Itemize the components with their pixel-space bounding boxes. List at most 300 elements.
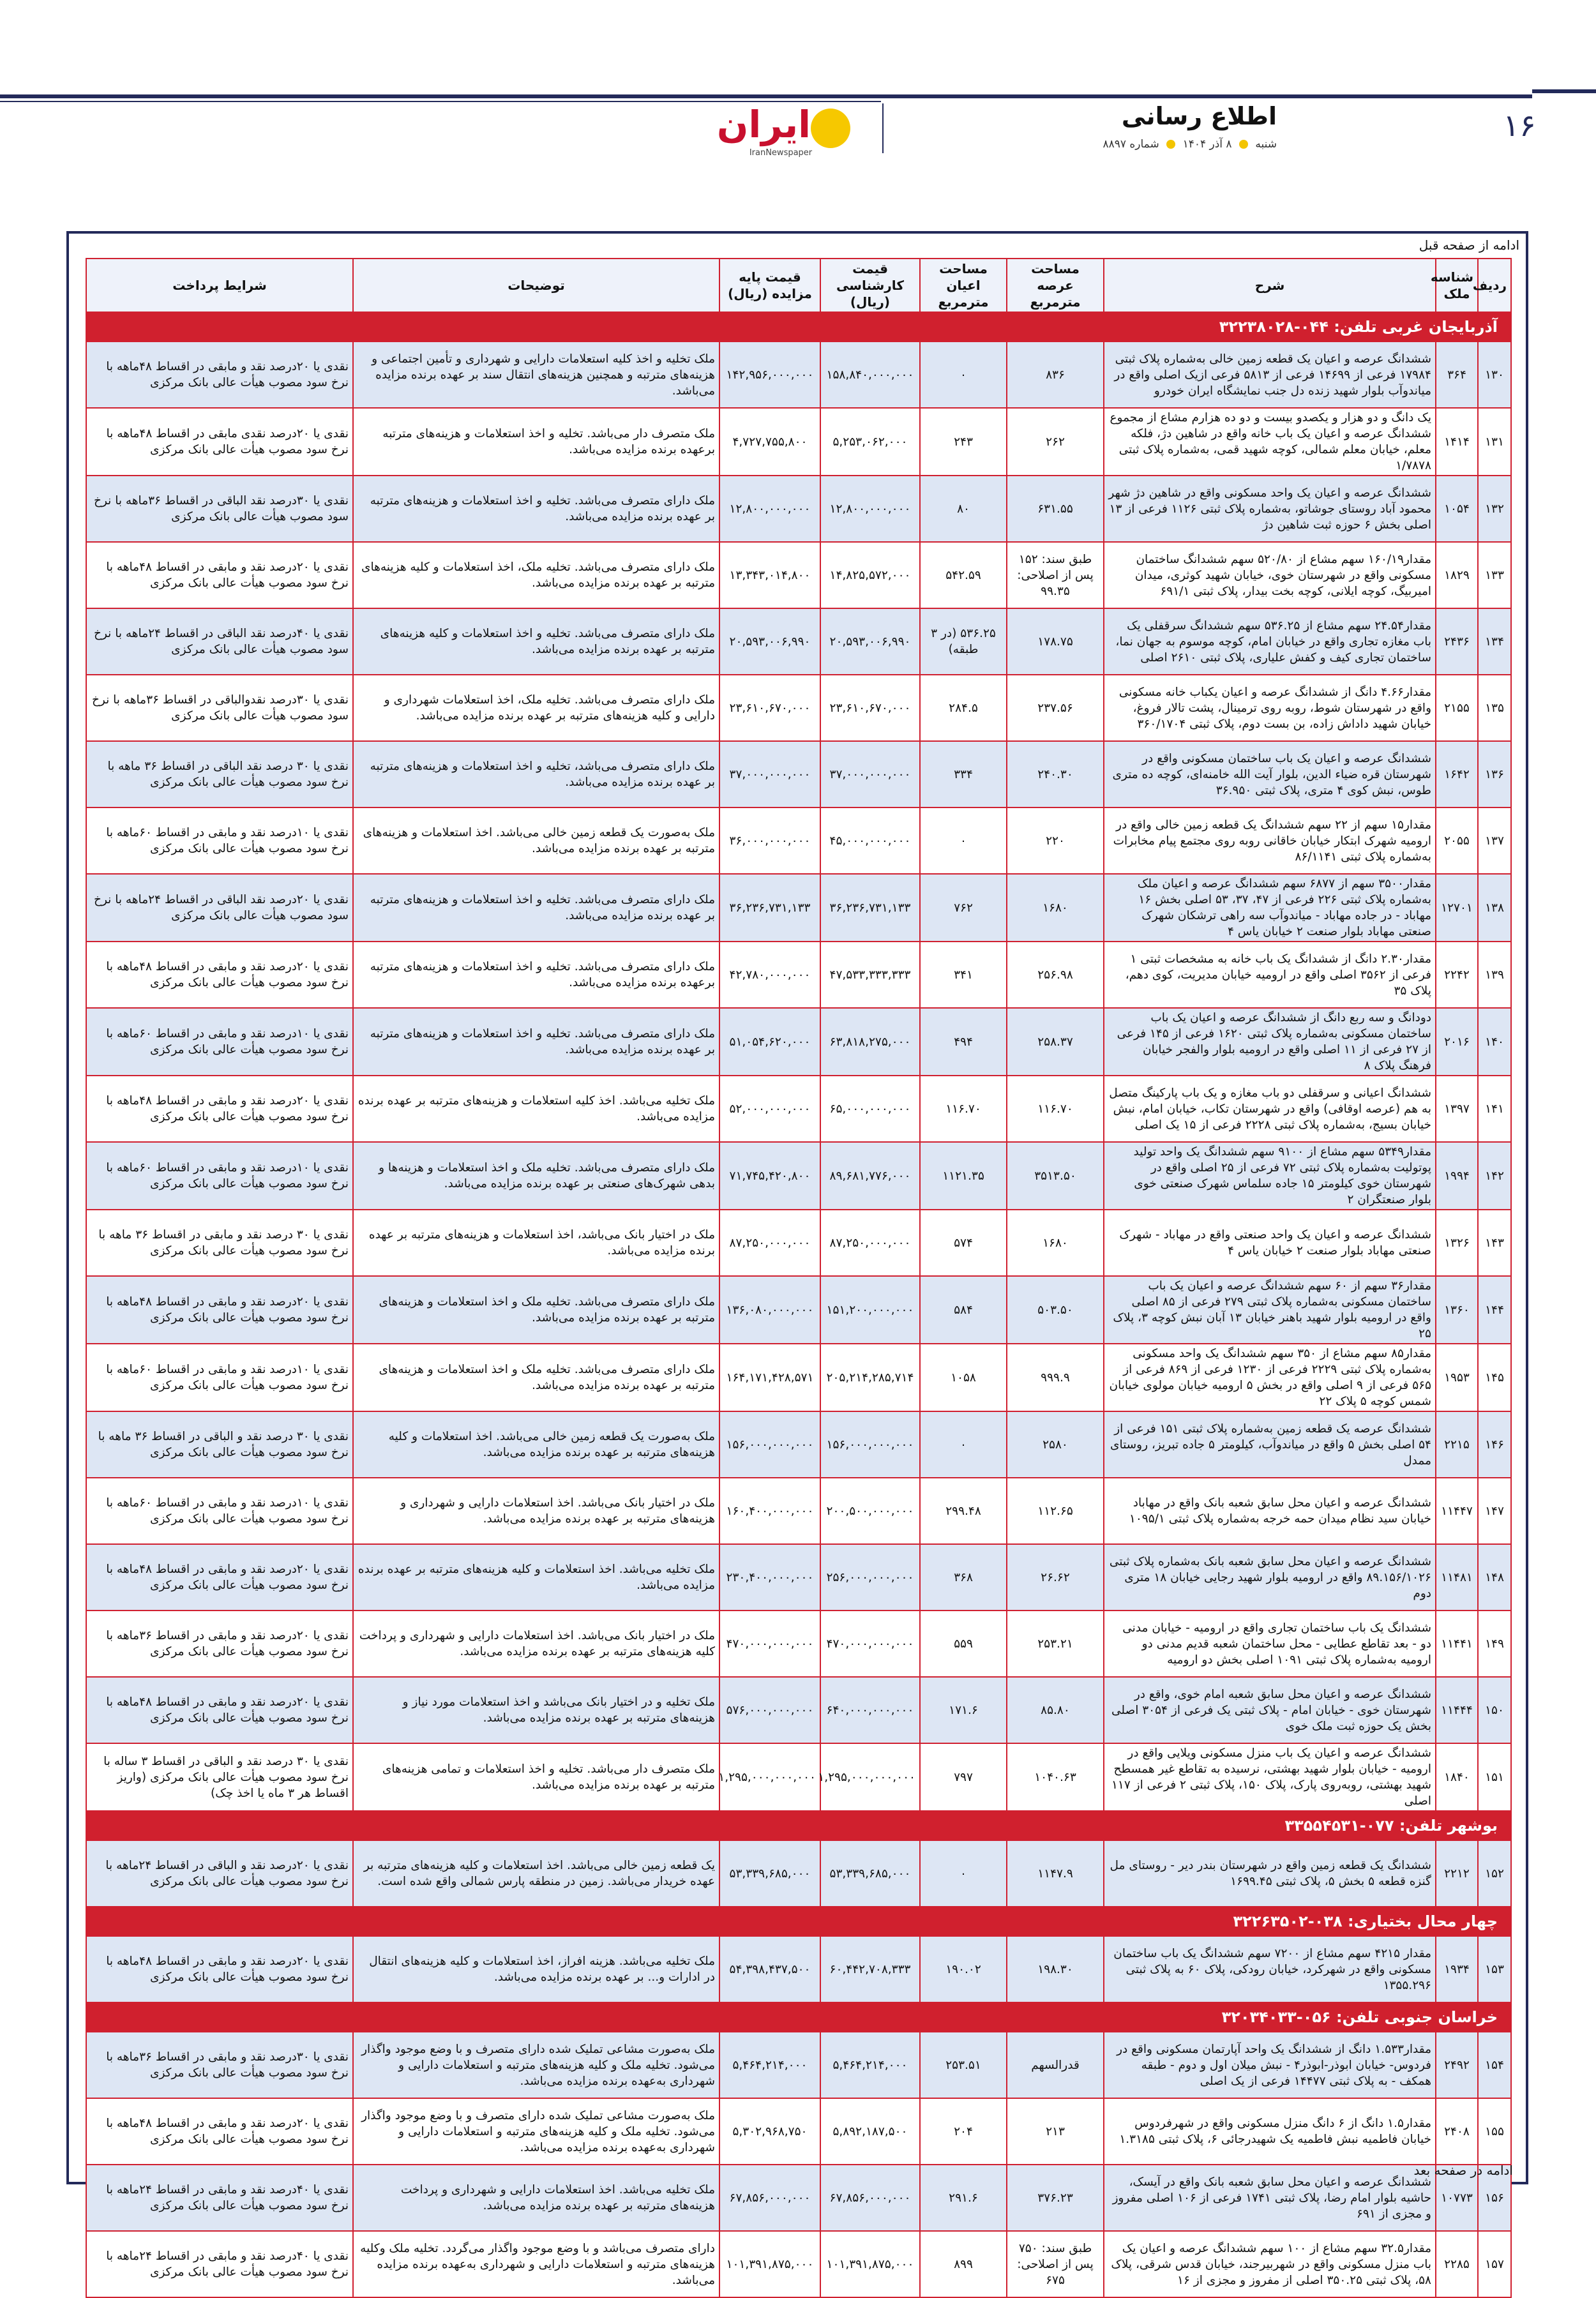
cell-ayan: ۴۹۴	[920, 1008, 1007, 1076]
cell-tozihat: ملک تخلیه و اخذ کلیه استعلامات دارایی و شهرداری و تأمین اجتماعی و هزینه‌های مترتبه و همچنین هزینه‌های انتقال سند بر عهده برنده مزایده می‌باشد.	[353, 342, 719, 408]
table-row	[86, 542, 1511, 608]
cell-radif: ۱۳۳	[1478, 542, 1511, 608]
table-row	[86, 1478, 1511, 1544]
date-day: شنبه	[1255, 138, 1277, 151]
cell-karshenasi: ۱۴,۸۲۵,۵۷۲,۰۰۰	[820, 542, 920, 608]
cell-ayan: ۸۰	[920, 476, 1007, 542]
cell-arse: ۳۷۶.۲۳	[1007, 2165, 1104, 2231]
cell-sharh: مقدار۱.۵ دانگ از ۶ دانگ منزل مسکونی واقع در شهرفردوس خیابان فاطمیه نبش فاطمیه یک شهیدرجائی ۶، پلاک ثبتی ۱.۳۱۸۵	[1104, 2098, 1436, 2165]
cell-sharayet: نقدی یا ۲۰درصد نقد و مابقی در اقساط ۴۸ماهه با نرخ سود مصوب هیأت عالی بانک مرکزی	[86, 1544, 353, 1611]
cell-sharayet: نقدی یا ۲۰درصد نقد و مابقی در اقساط ۴۸ماهه با نرخ سود مصوب هیأت عالی بانک مرکزی	[86, 942, 353, 1008]
cell-sharayet: نقدی یا ۱۰درصد نقد و مابقی در اقساط ۶۰ماهه با نرخ سود مصوب هیأت عالی بانک مرکزی	[86, 1008, 353, 1076]
cell-radif: ۱۴۷	[1478, 1478, 1511, 1544]
cell-sharh: مقدار۳۶ سهم از ۶۰ سهم ششدانگ عرصه و اعیان یک باب ساختمان مسکونی به‌شماره پلاک ثبتی ۲۷۹ فرعی از ۸۵ اصلی واقع در ارومیه بلوار شهید باهنر خیابان ۱۳ آبان نبش کوچه ۳، پلاک ۲۵	[1104, 1276, 1436, 1344]
cell-tozihat: ملک تخلیه و در اختیار بانک می‌باشد و اخذ استعلامات مورد نیاز و هزینه‌های مترتبه بر عهده برنده مزایده می‌باشد.	[353, 1677, 719, 1743]
header-arse: مساحت عرصه مترمربع	[1007, 259, 1104, 312]
cell-karshenasi: ۴۷,۵۳۳,۳۳۳,۳۳۳	[820, 942, 920, 1008]
cell-sharayet: نقدی یا ۲۰درصد نقد و مابقی در اقساط ۴۸ماهه با نرخ سود مصوب هیأت عالی بانک مرکزی	[86, 342, 353, 408]
cell-karshenasi: ۸۹,۶۸۱,۷۷۶,۰۰۰	[820, 1142, 920, 1210]
cell-karshenasi: ۵,۸۹۲,۱۸۷,۵۰۰	[820, 2098, 920, 2165]
cell-sharayet: نقدی یا ۲۰درصد نقد و مابقی در اقساط ۴۸ماهه با نرخ سود مصوب هیأت عالی بانک مرکزی	[86, 1276, 353, 1344]
table-row	[86, 942, 1511, 1008]
page-number: ۱۶	[1503, 108, 1536, 144]
table-row	[86, 342, 1511, 408]
cell-sharh: ششدانگ عرصه و اعیان محل سابق شعبه بانک واقع در مهاباد خیابان سید نظام میدان حمه خرجه به‌شماره پلاک ثبتی ۱۰۹۵/۱	[1104, 1478, 1436, 1544]
cell-arse: ۱۷۸.۷۵	[1007, 608, 1104, 675]
cell-shenase: ۱۳۲۶	[1436, 1210, 1478, 1276]
cell-paye: ۳۶,۲۳۶,۷۳۱,۱۳۳	[719, 874, 820, 942]
cell-tozihat: ملک دارای متصرف می‌باشد. تخلیه ملک و اخذ استعلامات و هزینه‌ها و بدهی شهرک‌های صنعتی بر عهده برنده مزایده می‌باشد.	[353, 1142, 719, 1210]
cell-radif: ۱۵۵	[1478, 2098, 1511, 2165]
cell-karshenasi: ۶۳,۸۱۸,۲۷۵,۰۰۰	[820, 1008, 920, 1076]
cell-paye: ۵۱,۰۵۴,۶۲۰,۰۰۰	[719, 1008, 820, 1076]
cell-radif: ۱۴۶	[1478, 1411, 1511, 1478]
cell-paye: ۵۲,۰۰۰,۰۰۰,۰۰۰	[719, 1076, 820, 1142]
cell-arse: ۱۰۴۰.۶۳	[1007, 1743, 1104, 1811]
cell-tozihat: یک قطعه زمین خالی می‌باشد. اخذ استعلامات و کلیه هزینه‌های مترتبه بر عهده خریدار می‌باشد. زمین در منطقه پارس شمالی واقع شده است.	[353, 1840, 719, 1907]
cell-arse: ۹۹۹.۹	[1007, 1344, 1104, 1411]
cell-ayan: ۵۳۶.۲۵ (در ۳ طبقه)	[920, 608, 1007, 675]
cell-sharh: ششدانگ یک قطعه زمین واقع در شهرستان بندر دیر - روستای مل گنزه قطعه ۵ بخش ۵، پلاک ثبتی ۱۶۹۹.۴۵	[1104, 1840, 1436, 1907]
cell-sharayet: نقدی یا ۲۰درصد نقد و مابقی در اقساط ۴۸ماهه با نرخ سود مصوب هیأت عالی بانک مرکزی	[86, 1076, 353, 1142]
cell-shenase: ۲۲۸۵	[1436, 2231, 1478, 2297]
cell-radif: ۱۳۲	[1478, 476, 1511, 542]
cell-ayan: ۲۹۹.۴۸	[920, 1478, 1007, 1544]
cell-ayan: ۰	[920, 1840, 1007, 1907]
header-rule-right	[1532, 89, 1596, 93]
header-ayan: مساحت اعیان مترمربع	[920, 259, 1007, 312]
cell-shenase: ۱۰۷۷۳	[1436, 2165, 1478, 2231]
cell-shenase: ۲۲۱۵	[1436, 1411, 1478, 1478]
cell-shenase: ۱۹۵۳	[1436, 1344, 1478, 1411]
cell-ayan: ۸۹۹	[920, 2231, 1007, 2297]
cell-karshenasi: ۶۷,۸۵۶,۰۰۰,۰۰۰	[820, 2165, 920, 2231]
table-row	[86, 1008, 1511, 1076]
cell-arse: ۵۰۳.۵۰	[1007, 1276, 1104, 1344]
cell-shenase: ۲۰۱۶	[1436, 1008, 1478, 1076]
cell-paye: ۵,۳۰۲,۹۶۸,۷۵۰	[719, 2098, 820, 2165]
region-title: بوشهر تلفن: ۰۷۷-۳۳۵۵۴۵۳۱	[86, 1811, 1511, 1840]
cell-tozihat: ملک در اختیار بانک می‌باشد. اخذ استعلامات دارایی و شهرداری و پرداخت کلیه هزینه‌های مترتبه بر عهده برنده مزایده می‌باشد.	[353, 1611, 719, 1677]
cell-karshenasi: ۶۴۰,۰۰۰,۰۰۰,۰۰۰	[820, 1677, 920, 1743]
cell-shenase: ۱۲۷۰۱	[1436, 874, 1478, 942]
cell-tozihat: دارای متصرف می‌باشد و با وضع موجود واگذار می‌گردد. تخلیه ملک وکلیه هزینه‌های مترتبه و استعلامات دارایی و شهرداری به‌عهده برنده مزایده می‌باشد.	[353, 2231, 719, 2297]
cell-tozihat: ملک به‌صورت یک قطعه زمین خالی می‌باشد. اخذ استعلامات و کلیه هزینه‌های مترتبه بر عهده برنده مزایده می‌باشد.	[353, 1411, 719, 1478]
cell-arse: ۲۵۸.۳۷	[1007, 1008, 1104, 1076]
cell-shenase: ۱۸۲۹	[1436, 542, 1478, 608]
cell-ayan: ۷۶۲	[920, 874, 1007, 942]
header-shenase: شناسه ملک	[1436, 259, 1478, 312]
cell-sharh: مقدار۲۴.۵۴ سهم مشاع از ۵۳۶.۲۵ سهم ششدانگ سرقفلی یک باب مغازه تجاری واقع در خیابان امام، کوچه موسوم به جهان نما، ساختمان تجاری کیف و کفش علیاری، پلاک ثبتی ۲۶۱۰ اصلی	[1104, 608, 1436, 675]
cell-tozihat: ملک دارای متصرف می‌باشد. تخلیه ملک، اخذ استعلامات و کلیه هزینه‌های مترتبه بر عهده برنده مزایده می‌باشد.	[353, 542, 719, 608]
cell-paye: ۶۷,۸۵۶,۰۰۰,۰۰۰	[719, 2165, 820, 2231]
cell-sharh: مقدار۵۳۴۹ سهم مشاع از ۹۱۰۰ سهم ششدانگ یک واحد تولید پوتولیت به‌شماره پلاک ثبتی ۷۲ فرعی از ۲۵ اصلی واقع در شهرستان خوی کیلومتر ۱۵ جاده سلماس شهرک صنعتی خوی بلوار صنعتگران ۲	[1104, 1142, 1436, 1210]
cell-paye: ۴,۷۲۷,۷۵۵,۸۰۰	[719, 408, 820, 476]
cell-paye: ۱۵۶,۰۰۰,۰۰۰,۰۰۰	[719, 1411, 820, 1478]
cell-sharh: ششدانگ عرصه و اعیان یک باب ساختمان مسکونی واقع در شهرستان قره ضیاء الدین، بلوار آیت الله خامنه‌ای، کوچه ده متری طوس، نبش کوی ۴ متری، پلاک ثبتی ۳۶.۹۵۰	[1104, 741, 1436, 807]
cell-tozihat: ملک دارای متصرف می‌باشد. تخلیه و اخذ استعلامات و هزینه‌های مترتبه بر عهده برنده مزایده می‌باشد.	[353, 874, 719, 942]
continued-from-note: ادامه از صفحه قبل	[1419, 237, 1519, 253]
cell-radif: ۱۴۴	[1478, 1276, 1511, 1344]
table-row	[86, 807, 1511, 874]
cell-sharayet: نقدی یا ۱۰درصد نقد و مابقی در اقساط ۶۰ماهه با نرخ سود مصوب هیأت عالی بانک مرکزی	[86, 1344, 353, 1411]
cell-sharh: ششدانگ عرصه و اعیان یک قطعه زمین خالی به‌شماره پلاک ثبتی ۱۷۹۸۴ فرعی از ۱۴۶۹۹ فرعی از ۵۸۱۳ فرعی ازیک اصلی واقع در میاندوآب بلوار شهید زنده دل جنب نمایشگاه ایران خودرو	[1104, 342, 1436, 408]
cell-sharh: مقدار۱۶۰/۱۹ سهم مشاع از ۵۲۰/۸۰ سهم ششدانگ ساختمان مسکونی واقع در شهرستان خوی، خیابان شهید کوثری، میدان امیربیگ، کوچه ایلانی، کوچه بخت بیدار، پلاک ثبتی ۶۹۱/۱	[1104, 542, 1436, 608]
logo: ایران	[716, 103, 811, 146]
cell-ayan: ۲۵۳.۵۱	[920, 2032, 1007, 2098]
cell-radif: ۱۴۵	[1478, 1344, 1511, 1411]
cell-shenase: ۲۲۴۲	[1436, 942, 1478, 1008]
cell-radif: ۱۴۲	[1478, 1142, 1511, 1210]
cell-ayan: ۵۴۲.۵۹	[920, 542, 1007, 608]
cell-ayan: ۵۸۴	[920, 1276, 1007, 1344]
cell-ayan: ۵۵۹	[920, 1611, 1007, 1677]
cell-karshenasi: ۴۵,۰۰۰,۰۰۰,۰۰۰	[820, 807, 920, 874]
cell-sharh: مقدار۳۵۰۰ سهم از ۶۸۷۷ سهم ششدانگ عرصه و اعیان ملک به‌شماره پلاک ثبتی ۲۲۶ فرعی از ۴۷، ۳۷، ۵۳ اصلی بخش ۱۶ مهاباد - در جاده مهاباد - میاندوآب سه راهی ترشکان شهرک صنعتی مهاباد بلوار صنعت ۲ خیابان یاس ۴	[1104, 874, 1436, 942]
cell-sharayet: نقدی یا ۴۰درصد نقد و مابقی در اقساط ۲۴ماهه با نرخ سود مصوب هیأت عالی بانک مرکزی	[86, 2165, 353, 2231]
cell-sharayet: نقدی یا ۳۰ درصد نقد و الباقی در اقساط ۳۶ ماهه با نرخ سود مصوب هیأت عالی بانک مرکزی	[86, 1411, 353, 1478]
cell-ayan: ۲۹۱.۶	[920, 2165, 1007, 2231]
table-row	[86, 1344, 1511, 1411]
cell-tozihat: ملک دارای متصرف می‌باشد. تخلیه ملک، اخذ استعلامات شهرداری و دارایی و کلیه هزینه‌های مترتبه بر عهده برنده مزایده می‌باشد.	[353, 675, 719, 741]
cell-karshenasi: ۵,۴۶۴,۲۱۴,۰۰۰	[820, 2032, 920, 2098]
cell-tozihat: ملک دارای متصرف می‌باشد. تخلیه و اخذ استعلامات و هزینه‌های مترتبه برعهده برنده مزایده می‌باشد.	[353, 942, 719, 1008]
cell-sharayet: نقدی یا ۳۰ درصد نقد و الباقی در اقساط ۳ ساله با نرخ سود مصوب هیأت عالی بانک مرکزی (واریز اقساط هر ۳ ماه یا اخذ چک)	[86, 1743, 353, 1811]
cell-paye: ۱۳,۳۴۳,۰۱۴,۸۰۰	[719, 542, 820, 608]
region-title: چهار محال بختیاری: ۰۳۸-۳۲۲۶۳۵۰۲	[86, 1907, 1511, 1936]
cell-tozihat: ملک به‌صورت مشاعی تملیک شده دارای متصرف و با وضع موجود واگذار می‌شود. تخلیه ملک و کلیه هزینه‌های مترتبه و استعلامات دارایی و شهرداری به‌عهده برنده مزایده می‌باشد.	[353, 2098, 719, 2165]
cell-tozihat: ملک تخلیه می‌باشد. اخذ استعلامات دارایی و شهرداری و پرداخت هزینه‌های مترتبه بر عهده برنده مزایده می‌باشد.	[353, 2165, 719, 2231]
cell-radif: ۱۵۳	[1478, 1936, 1511, 2002]
cell-sharh: ششدانگ عرصه و اعیان یک واحد صنعتی واقع در مهاباد - شهرک صنعتی مهاباد بلوار صنعت ۲ خیابان یاس ۴	[1104, 1210, 1436, 1276]
region-header-row	[86, 2002, 1511, 2032]
cell-shenase: ۱۹۳۴	[1436, 1936, 1478, 2002]
table-row	[86, 1411, 1511, 1478]
table-row	[86, 2165, 1511, 2231]
cell-karshenasi: ۲۵۶,۰۰۰,۰۰۰,۰۰۰	[820, 1544, 920, 1611]
cell-karshenasi: ۲۰,۵۹۳,۰۰۶,۹۹۰	[820, 608, 920, 675]
cell-arse: ۶۳۱.۵۵	[1007, 476, 1104, 542]
cell-tozihat: ملک تخلیه می‌باشد. اخذ کلیه استعلامات و هزینه‌های مترتبه بر عهده برنده مزایده می‌باشد.	[353, 1076, 719, 1142]
cell-tozihat: ملک دارای متصرف می‌باشد. تخلیه ملک و اخذ استعلامات و هزینه‌های مترتبه بر عهده برنده مزایده می‌باشد.	[353, 1344, 719, 1411]
cell-shenase: ۲۴۰۸	[1436, 2098, 1478, 2165]
cell-sharh: ششدانگ عرصه و اعیان یک واحد مسکونی واقع در شاهین دژ شهر محمود آباد روستای جوشاتو، به‌شماره پلاک ثبتی ۱۱۲۶ فرعی از ۱۳ اصلی بخش ۶ حوزه ثبت شاهین دژ	[1104, 476, 1436, 542]
table-row	[86, 1677, 1511, 1743]
cell-arse: ۲۵۳.۲۱	[1007, 1611, 1104, 1677]
date: ۸ آذر ۱۴۰۴	[1182, 138, 1232, 151]
cell-tozihat: ملک تخلیه می‌باشد. هزینه افراز، اخذ استعلامات و کلیه هزینه‌های انتقال در ادارات و... بر عهده برنده مزایده می‌باشد.	[353, 1936, 719, 2002]
cell-arse: ۳۵۱۳.۵۰	[1007, 1142, 1104, 1210]
cell-radif: ۱۳۸	[1478, 874, 1511, 942]
cell-paye: ۲۳۰,۴۰۰,۰۰۰,۰۰۰	[719, 1544, 820, 1611]
cell-paye: ۵,۴۶۴,۲۱۴,۰۰۰	[719, 2032, 820, 2098]
cell-shenase: ۱۹۹۴	[1436, 1142, 1478, 1210]
cell-shenase: ۱۴۱۴	[1436, 408, 1478, 476]
cell-paye: ۱۰۱,۳۹۱,۸۷۵,۰۰۰	[719, 2231, 820, 2297]
cell-tozihat: ملک دارای متصرف می‌باشد، تخلیه و اخذ استعلامات و هزینه‌های مترتبه بر عهده برنده مزایده می‌باشد.	[353, 741, 719, 807]
cell-ayan: ۵۷۴	[920, 1210, 1007, 1276]
cell-ayan: ۷۹۷	[920, 1743, 1007, 1811]
cell-paye: ۲۰,۵۹۳,۰۰۶,۹۹۰	[719, 608, 820, 675]
cell-sharh: ششدانگ اعیانی و سرقفلی دو باب مغازه و یک باب پارکینگ متصل به هم (عرصه اوقافی) واقع در شهرستان تکاب، خیابان امام، نبش خیابان بسیج، به‌شماره پلاک ثبتی ۲۲۲۸ فرعی از ۱۵ یک اصلی	[1104, 1076, 1436, 1142]
cell-sharh: مقدار۱۵ سهم از ۲۲ سهم ششدانگ یک قطعه زمین خالی واقع در ارومیه شهرک ابتکار خیابان خاقانی روبه روی مجتمع پیام مخابرات به‌شماره پلاک ثبتی ۸۶/۱۱۴۱	[1104, 807, 1436, 874]
cell-shenase: ۱۳۶۰	[1436, 1276, 1478, 1344]
cell-shenase: ۱۱۴۴۴	[1436, 1677, 1478, 1743]
cell-sharayet: نقدی یا ۲۰درصد نقد و مابقی در اقساط ۴۸ماهه با نرخ سود مصوب هیأت عالی بانک مرکزی	[86, 1677, 353, 1743]
cell-sharh: ششدانگ عرصه و اعیان محل سابق شعبه بانک به‌شماره پلاک ثبتی ۸۹.۱۵۶/۱۰۲۶ واقع در ارومیه بلوار شهید رجایی خیابان ۱۸ متری دوم	[1104, 1544, 1436, 1611]
cell-sharh: مقدار۲.۳۰ دانگ از ششدانگ یک باب خانه به مشخصات ثبتی ۱ فرعی از ۳۵۶۲ اصلی واقع در ارومیه خیابان مدیریت، کوی دهم، پلاک ۳۵	[1104, 942, 1436, 1008]
table-row	[86, 1611, 1511, 1677]
cell-sharayet: نقدی یا ۴۰درصد نقد الباقی در اقساط ۲۴ماهه با نرخ سود مصوب هیأت عالی بانک مرکزی	[86, 608, 353, 675]
table-row	[86, 1840, 1511, 1907]
cell-shenase: ۲۴۳۶	[1436, 608, 1478, 675]
header-radif: ردیف	[1478, 259, 1511, 312]
cell-ayan: ۲۰۴	[920, 2098, 1007, 2165]
cell-radif: ۱۵۱	[1478, 1743, 1511, 1811]
cell-tozihat: ملک در اختیار بانک می‌باشد، اخذ استعلامات و هزینه‌های مترتبه بر عهده برنده مزایده می‌باشد.	[353, 1210, 719, 1276]
cell-arse: ۲۱۳	[1007, 2098, 1104, 2165]
cell-ayan: ۳۶۸	[920, 1544, 1007, 1611]
cell-shenase: ۱۱۴۴۷	[1436, 1478, 1478, 1544]
cell-arse: ۱۶۸۰	[1007, 1210, 1104, 1276]
cell-radif: ۱۴۸	[1478, 1544, 1511, 1611]
cell-radif: ۱۳۹	[1478, 942, 1511, 1008]
logo-sun-icon	[811, 109, 850, 148]
cell-ayan: ۱۷۱.۶	[920, 1677, 1007, 1743]
cell-karshenasi: ۴۷۰,۰۰۰,۰۰۰,۰۰۰	[820, 1611, 920, 1677]
cell-arse: ۱۱۴۷.۹	[1007, 1840, 1104, 1907]
cell-shenase: ۱۳۹۷	[1436, 1076, 1478, 1142]
cell-radif: ۱۵۲	[1478, 1840, 1511, 1907]
auction-table	[86, 258, 1512, 2298]
cell-paye: ۸۷,۲۵۰,۰۰۰,۰۰۰	[719, 1210, 820, 1276]
cell-sharayet: نقدی یا ۲۰درصد نقد و مابقی در اقساط ۳۶ماهه با نرخ سود مصوب هیأت عالی بانک مرکزی	[86, 1611, 353, 1677]
cell-shenase: ۱۱۴۸۱	[1436, 1544, 1478, 1611]
cell-sharh: ششدانگ یک باب ساختمان تجاری واقع در ارومیه - خیابان مدنی دو - بعد تقاطع عطایی - محل ساختمان شعبه قدیم مدنی دو ارومیه به‌شماره پلاک ثبتی ۱۰۹۱ اصلی بخش دو ارومیه	[1104, 1611, 1436, 1677]
cell-arse: ۲۴۰.۳۰	[1007, 741, 1104, 807]
cell-karshenasi: ۲۰۵,۲۱۴,۲۸۵,۷۱۴	[820, 1344, 920, 1411]
cell-radif: ۱۵۶	[1478, 2165, 1511, 2231]
cell-karshenasi: ۵,۲۵۳,۰۶۲,۰۰۰	[820, 408, 920, 476]
cell-sharh: مقدار۴.۶۶ دانگ از ششدانگ عرصه و اعیان یکباب خانه مسکونی واقع در شهرستان شوط، روبه روی ترمینال، پشت تالار فروغ، خیابان شهید داداش زاده، بن بست دوم، پلاک ثبتی ۳۶۰/۱۷۰۴	[1104, 675, 1436, 741]
cell-tozihat: ملک دارای متصرف می‌باشد. تخلیه و اخذ استعلامات و هزینه‌های مترتبه بر عهده برنده مزایده می‌باشد.	[353, 1008, 719, 1076]
cell-paye: ۲۳,۶۱۰,۶۷۰,۰۰۰	[719, 675, 820, 741]
cell-arse: طبق سند: ۷۵۰ پس از اصلاحی: ۶۷۵	[1007, 2231, 1104, 2297]
cell-ayan: ۳۳۴	[920, 741, 1007, 807]
region-header-row	[86, 1811, 1511, 1840]
cell-arse: ۸۵.۸۰	[1007, 1677, 1104, 1743]
cell-karshenasi: ۱۰۱,۳۹۱,۸۷۵,۰۰۰	[820, 2231, 920, 2297]
cell-karshenasi: ۳۶,۲۳۶,۷۳۱,۱۳۳	[820, 874, 920, 942]
cell-arse: ۱۱۲.۶۵	[1007, 1478, 1104, 1544]
bullet-icon	[1166, 140, 1175, 149]
cell-radif: ۱۳۵	[1478, 675, 1511, 741]
cell-radif: ۱۵۴	[1478, 2032, 1511, 2098]
cell-tozihat: ملک تخلیه می‌باشد. اخذ استعلامات و کلیه هزینه‌های مترتبه بر عهده برنده مزایده می‌باشد.	[353, 1544, 719, 1611]
cell-sharayet: نقدی یا ۲۰درصد نقد و مابقی در اقساط ۴۸ماهه با نرخ سود مصوب هیأت عالی بانک مرکزی	[86, 542, 353, 608]
cell-shenase: ۳۶۴	[1436, 342, 1478, 408]
cell-shenase: ۱۸۴۰	[1436, 1743, 1478, 1811]
table-body	[86, 312, 1511, 2297]
cell-ayan: ۲۸۴.۵	[920, 675, 1007, 741]
cell-paye: ۱,۲۹۵,۰۰۰,۰۰۰,۰۰۰	[719, 1743, 820, 1811]
cell-paye: ۵۴,۳۹۸,۴۳۷,۵۰۰	[719, 1936, 820, 2002]
cell-tozihat: ملک دارای متصرف می‌باشد. تخلیه ملک و اخذ استعلامات و هزینه‌های مترتبه بر عهده برنده مزایده می‌باشد.	[353, 1276, 719, 1344]
cell-sharayet: نقدی یا ۳۰درصد نقد و مابقی در اقساط ۳۶ماهه با نرخ سود مصوب هیأت عالی بانک مرکزی	[86, 2032, 353, 2098]
table-row	[86, 2231, 1511, 2297]
table-row	[86, 675, 1511, 741]
cell-paye: ۳۶,۰۰۰,۰۰۰,۰۰۰	[719, 807, 820, 874]
cell-karshenasi: ۱,۲۹۵,۰۰۰,۰۰۰,۰۰۰	[820, 1743, 920, 1811]
cell-sharayet: نقدی یا ۱۰درصد نقد و مابقی در اقساط ۶۰ماهه با نرخ سود مصوب هیأت عالی بانک مرکزی	[86, 807, 353, 874]
cell-sharayet: نقدی یا ۱۰درصد نقد و مابقی در اقساط ۶۰ماهه با نرخ سود مصوب هیأت عالی بانک مرکزی	[86, 1142, 353, 1210]
cell-radif: ۱۴۰	[1478, 1008, 1511, 1076]
cell-sharayet: نقدی یا ۳۰ درصد نقد الباقی در اقساط ۳۶ ماهه با نرخ سود مصوب هیأت عالی بانک مرکزی	[86, 741, 353, 807]
table-row	[86, 1210, 1511, 1276]
cell-shenase: ۱۰۵۴	[1436, 476, 1478, 542]
cell-paye: ۱۲,۸۰۰,۰۰۰,۰۰۰	[719, 476, 820, 542]
cell-sharh: مقدار۸۵ سهم مشاع از ۳۵۰ سهم ششدانگ یک واحد مسکونی به‌شماره پلاک ثبتی ۲۲۲۹ فرعی از ۱۲۳۰ فرعی از ۸۶۹ فرعی از ۵۶۵ فرعی از ۹ اصلی واقع در بخش ۵ ارومیه خیابان مولوی خیابان شمس کوچه ۵ پلاک ۲۲	[1104, 1344, 1436, 1411]
cell-karshenasi: ۱۵۱,۲۰۰,۰۰۰,۰۰۰	[820, 1276, 920, 1344]
table-header-row	[86, 259, 1511, 312]
cell-ayan: ۱۰۵۸	[920, 1344, 1007, 1411]
bullet-icon	[1239, 140, 1248, 149]
cell-paye: ۳۷,۰۰۰,۰۰۰,۰۰۰	[719, 741, 820, 807]
header-tozihat: توضیحات	[353, 259, 719, 312]
header-rule	[0, 94, 1532, 98]
cell-sharh: ششدانگ عرصه و اعیان محل سابق شعبه بانک واقع در آیسک، حاشیه بلوار امام رضا، پلاک ثبتی ۱۷۴۱ فرعی از ۱۰۶ اصلی مفروز و مجزی از ۶۹۱	[1104, 2165, 1436, 2231]
cell-ayan: ۰	[920, 807, 1007, 874]
cell-tozihat: ملک متصرف دار می‌باشد. تخلیه و اخذ استعلامات و تمامی هزینه‌های مترتبه بر عهده برنده مزایده می‌باشد.	[353, 1743, 719, 1811]
cell-karshenasi: ۸۷,۲۵۰,۰۰۰,۰۰۰	[820, 1210, 920, 1276]
header-sharh: شرح	[1104, 259, 1436, 312]
cell-sharh: دودانگ و سه ربع دانگ از ششدانگ عرصه و اعیان یک باب ساختمان مسکونی به‌شماره پلاک ثبتی ۱۶۲۰ فرعی از ۱۴۵ فرعی از ۲۷ فرعی از ۱۱ اصلی واقع در ارومیه بلوار والفجر خیابان فرهنگ پلاک ۸	[1104, 1008, 1436, 1076]
cell-paye: ۷۱,۷۴۵,۴۲۰,۸۰۰	[719, 1142, 820, 1210]
cell-sharayet: نقدی یا ۳۰ درصد نقد و مابقی در اقساط ۳۶ ماهه با نرخ سود مصوب هیأت عالی بانک مرکزی	[86, 1210, 353, 1276]
region-header-row	[86, 1907, 1511, 1936]
table-row	[86, 608, 1511, 675]
cell-sharh: ششدانگ عرصه و اعیان محل سابق شعبه امام خوی، واقع در شهرستان خوی - خیابان امام - پلاک ثبتی یک فرعی از ۳۰۵۴ اصلی بخش یک حوزه ثبت ملک خوی	[1104, 1677, 1436, 1743]
cell-tozihat: ملک در اختیار بانک می‌باشد. اخذ استعلامات دارایی و شهرداری و هزینه‌های مترتبه بر عهده برنده مزایده می‌باشد.	[353, 1478, 719, 1544]
cell-shenase: ۲۴۹۲	[1436, 2032, 1478, 2098]
cell-sharh: مقدار۳۲.۵ سهم مشاع از ۱۰۰ سهم ششدانگ عرصه و اعیان یک باب منزل مسکونی واقع در شهربیرجند، خیابان قدس شرقی، پلاک ۵۸، پلاک ثبتی ۳۵۰.۲۵ اصلی از مفروز و مجزی از ۱۶	[1104, 2231, 1436, 2297]
cell-paye: ۱۶۴,۱۷۱,۴۲۸,۵۷۱	[719, 1344, 820, 1411]
logo-subtitle: IranNewspaper	[749, 148, 813, 158]
table-row	[86, 741, 1511, 807]
table-row	[86, 1743, 1511, 1811]
cell-radif: ۱۳۴	[1478, 608, 1511, 675]
cell-arse: ۸۳۶	[1007, 342, 1104, 408]
cell-radif: ۱۵۷	[1478, 2231, 1511, 2297]
header-karshenasi: قیمت کارشناسی (ریال)	[820, 259, 920, 312]
cell-sharh: ششدانگ عرصه یک قطعه زمین به‌شماره پلاک ثبتی ۱۵۱ فرعی از ۵۴ اصلی بخش ۵ واقع در میاندوآب، کیلومتر ۵ جاده تبریز، روستای ممدل	[1104, 1411, 1436, 1478]
header-paye: قیمت پایه مزایده (ریال)	[719, 259, 820, 312]
cell-ayan: ۰	[920, 1411, 1007, 1478]
cell-ayan: ۱۹۰.۰۲	[920, 1936, 1007, 2002]
cell-paye: ۵۳,۳۳۹,۶۸۵,۰۰۰	[719, 1840, 820, 1907]
cell-shenase: ۱۶۴۲	[1436, 741, 1478, 807]
cell-karshenasi: ۱۲,۸۰۰,۰۰۰,۰۰۰	[820, 476, 920, 542]
cell-tozihat: ملک متصرف دار می‌باشد. تخلیه و اخذ استعلامات و هزینه‌های مترتبه برعهده برنده مزایده می‌باشد.	[353, 408, 719, 476]
cell-ayan: ۰	[920, 342, 1007, 408]
cell-ayan: ۳۴۱	[920, 942, 1007, 1008]
cell-paye: ۴۲,۷۸۰,۰۰۰,۰۰۰	[719, 942, 820, 1008]
cell-arse: ۲۲۰	[1007, 807, 1104, 874]
table-row	[86, 874, 1511, 942]
header-separator	[882, 103, 884, 153]
cell-paye: ۴۷۰,۰۰۰,۰۰۰,۰۰۰	[719, 1611, 820, 1677]
region-title: آذربایجان غربی تلفن: ۰۴۴-۳۲۲۳۸۰۲۸	[86, 312, 1511, 342]
cell-tozihat: ملک دارای متصرف می‌باشد. تخلیه و اخذ استعلامات و کلیه هزینه‌های مترتبه بر عهده برنده مزایده می‌باشد.	[353, 608, 719, 675]
table-row	[86, 1076, 1511, 1142]
cell-sharh: ششدانگ عرصه و اعیان یک باب منزل مسکونی ویلایی واقع در ارومیه - خیابان بلوار شهید بهشتی، نرسیده به تقاطع غیر همسطح شهید بهشتی، روبه‌روی پارک، پلاک ۱۵۰، پلاک ثبتی ۲ فرعی از ۱۱۷ اصلی	[1104, 1743, 1436, 1811]
cell-arse: ۲۶.۶۲	[1007, 1544, 1104, 1611]
cell-sharayet: نقدی یا ۱۰درصد نقد و مابقی در اقساط ۶۰ماهه با نرخ سود مصوب هیأت عالی بانک مرکزی	[86, 1478, 353, 1544]
cell-karshenasi: ۲۳,۶۱۰,۶۷۰,۰۰۰	[820, 675, 920, 741]
cell-karshenasi: ۱۵۶,۰۰۰,۰۰۰,۰۰۰	[820, 1411, 920, 1478]
cell-arse: ۱۶۸۰	[1007, 874, 1104, 942]
region-header-row	[86, 312, 1511, 342]
cell-sharh: مقدار ۴۲۱۵ سهم مشاع از ۷۲۰۰ سهم ششدانگ یک باب ساختمان مسکونی واقع در شهرکرد، خیابان رودکی، پلاک ۶۰ به پلاک ثبتی ۱۳۵۵.۲۹۶	[1104, 1936, 1436, 2002]
cell-sharayet: نقدی یا ۲۰درصد نقد و مابقی در اقساط ۴۸ماهه با نرخ سود مصوب هیأت عالی بانک مرکزی	[86, 2098, 353, 2165]
cell-arse: ۲۳۷.۵۶	[1007, 675, 1104, 741]
cell-arse: طبق سند: ۱۵۲ پس از اصلاحی: ۹۹.۳۵	[1007, 542, 1104, 608]
table-row	[86, 1142, 1511, 1210]
region-title: خراسان جنوبی تلفن: ۰۵۶-۳۲۰۳۴۰۳۳	[86, 2002, 1511, 2032]
cell-shenase: ۲۰۵۵	[1436, 807, 1478, 874]
cell-paye: ۵۷۶,۰۰۰,۰۰۰,۰۰۰	[719, 1677, 820, 1743]
header-sharayet: شرایط پرداخت	[86, 259, 353, 312]
cell-radif: ۱۴۳	[1478, 1210, 1511, 1276]
cell-paye: ۱۶۰,۴۰۰,۰۰۰,۰۰۰	[719, 1478, 820, 1544]
table-row	[86, 1276, 1511, 1344]
cell-arse: قدرالسهم	[1007, 2032, 1104, 2098]
cell-tozihat: ملک به‌صورت یک قطعه زمین خالی می‌باشد. اخذ استعلامات و هزینه‌های مترتبه بر عهده برنده مزایده می‌باشد.	[353, 807, 719, 874]
table-row	[86, 408, 1511, 476]
cell-karshenasi: ۶۰,۴۴۲,۷۰۸,۳۳۳	[820, 1936, 920, 2002]
cell-shenase: ۱۱۴۴۱	[1436, 1611, 1478, 1677]
table-row	[86, 1936, 1511, 2002]
cell-arse: ۱۱۶.۷۰	[1007, 1076, 1104, 1142]
cell-karshenasi: ۶۵,۰۰۰,۰۰۰,۰۰۰	[820, 1076, 920, 1142]
cell-radif: ۱۳۰	[1478, 342, 1511, 408]
cell-sharayet: نقدی یا ۲۰درصد نقد و مابقی در اقساط ۴۸ماهه با نرخ سود مصوب هیأت عالی بانک مرکزی	[86, 1936, 353, 2002]
table-row	[86, 1544, 1511, 1611]
cell-sharayet: نقدی یا ۴۰درصد نقد و مابقی در اقساط ۲۴ماهه با نرخ سود مصوب هیأت عالی بانک مرکزی	[86, 2231, 353, 2297]
cell-arse: ۲۵۸۰	[1007, 1411, 1104, 1478]
cell-karshenasi: ۵۳,۳۳۹,۶۸۵,۰۰۰	[820, 1840, 920, 1907]
cell-sharayet: نقدی یا ۲۰درصد نقد و الباقی در اقساط ۲۴ماهه با نرخ سود مصوب هیأت عالی بانک مرکزی	[86, 1840, 353, 1907]
cell-radif: ۱۴۱	[1478, 1076, 1511, 1142]
cell-sharayet: نقدی یا ۳۰درصد نقدوالباقی در اقساط ۳۶ماهه با نرخ سود مصوب هیأت عالی بانک مرکزی	[86, 675, 353, 741]
cell-karshenasi: ۲۰۰,۵۰۰,۰۰۰,۰۰۰	[820, 1478, 920, 1544]
cell-radif: ۱۴۹	[1478, 1611, 1511, 1677]
cell-ayan: ۲۴۳	[920, 408, 1007, 476]
cell-radif: ۱۳۶	[1478, 741, 1511, 807]
cell-sharh: مقدار۱.۵۳۳ دانگ از ششدانگ یک واحد آپارتمان مسکونی واقع در فردوس- خیابان ابوذر-ابوذر۴ - نبش میلان اول و دوم - طبقه همکف - به پلاک ثبتی ۱۴۴۷۷ فرعی از یک اصلی	[1104, 2032, 1436, 2098]
cell-shenase: ۲۱۵۵	[1436, 675, 1478, 741]
cell-sharayet: نقدی یا ۲۰درصد نقد الباقی در اقساط ۲۴ماهه با نرخ سود مصوب هیأت عالی بانک مرکزی	[86, 874, 353, 942]
cell-ayan: ۱۱۲۱.۳۵	[920, 1142, 1007, 1210]
cell-tozihat: ملک به‌صورت مشاعی تملیک شده دارای متصرف و با وضع موجود واگذار می‌شود. تخلیه ملک و کلیه هزینه‌های مترتبه و استعلامات دارایی و شهرداری به‌عهده برنده مزایده می‌باشد.	[353, 2032, 719, 2098]
section-title: اطلاع رسانی	[1121, 102, 1277, 130]
cell-radif: ۱۳۷	[1478, 807, 1511, 874]
cell-arse: ۱۹۸.۳۰	[1007, 1936, 1104, 2002]
cell-arse: ۲۵۶.۹۸	[1007, 942, 1104, 1008]
table-row	[86, 2032, 1511, 2098]
issue-date-line	[1021, 138, 1277, 154]
cell-paye: ۱۳۶,۰۸۰,۰۰۰,۰۰۰	[719, 1276, 820, 1344]
